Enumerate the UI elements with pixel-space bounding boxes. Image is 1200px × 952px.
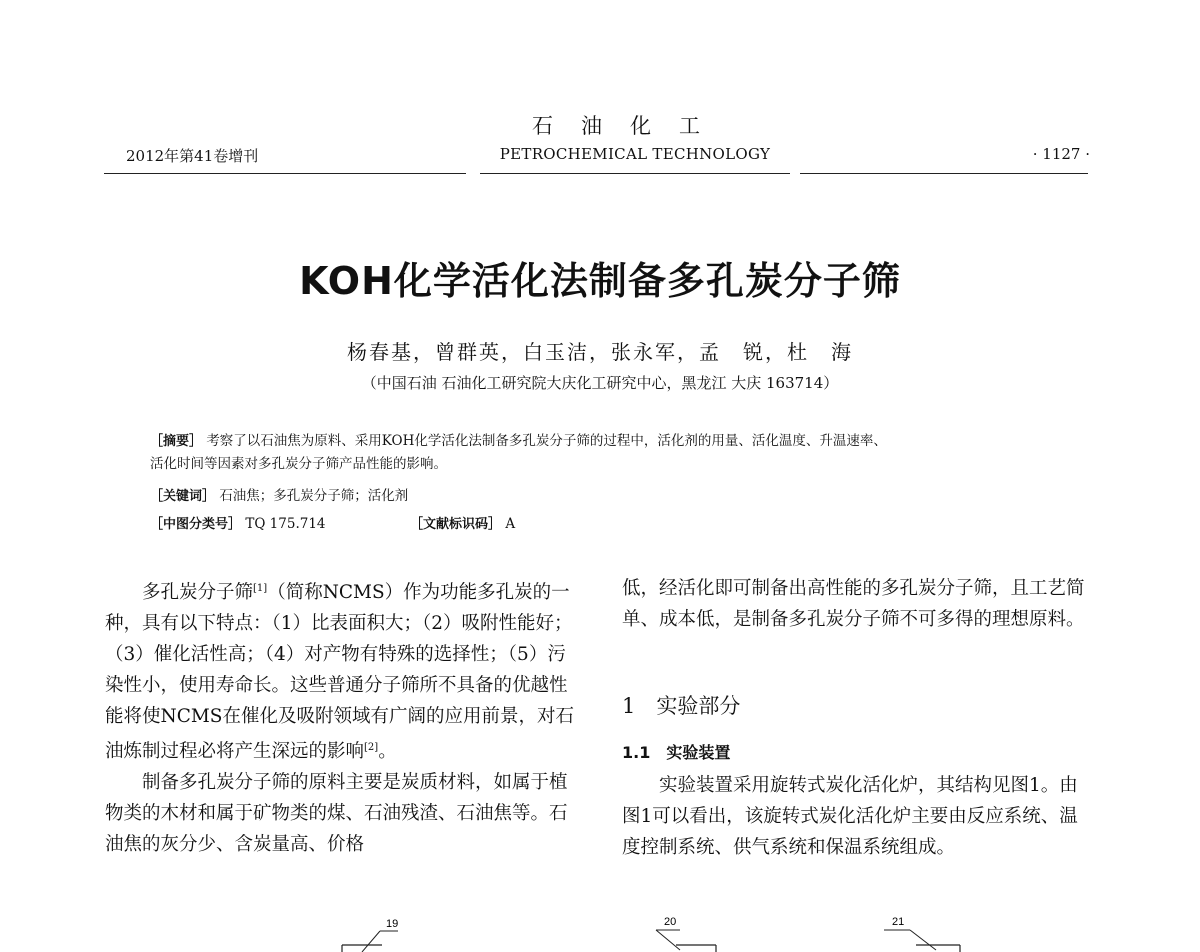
journal-name-cn: 石油化工: [532, 114, 728, 138]
classification-value: TQ 175.714: [245, 516, 326, 532]
affiliation: （中国石油 石油化工研究院大庆化工研究中心，黑龙江 大庆 163714）: [361, 374, 839, 392]
para-text: 。: [378, 741, 397, 763]
section-heading-1: 1 实验部分: [622, 694, 741, 718]
para-text: （简称NCMS）作为功能多孔炭的一种，具有以下特点：（1）比表面积大；（2）吸附性能好；（3）催化活性高；（4）对产物有特殊的选择性；（5）污染性小，使用寿命长。这些普通分子筛所不具备的优越性能将使NCMS在催化及吸附领域有广阔的应用前景，对石油炼制过程必将产生深远的影响: [105, 582, 574, 763]
figure-label-21-text: 21: [892, 916, 905, 928]
document-code-value: A: [505, 516, 516, 532]
abstract-label: ［摘要］: [150, 434, 203, 449]
figure-label-21: [884, 916, 960, 952]
article-title: KOH化学活化法制备多孔炭分子筛: [299, 259, 901, 303]
paragraph-intro: [105, 573, 575, 767]
figure-label-19-text: 19: [386, 918, 399, 930]
paragraph-apparatus: 实验装置采用旋转式炭化活化炉，其结构见图1。由图1可以看出，该旋转式炭化活化炉主要由反应系统、温度控制系统、供气系统和保温系统组成。: [622, 775, 1078, 858]
reference-1: [1]: [253, 583, 268, 594]
journal-name-en: PETROCHEMICAL TECHNOLOGY: [499, 145, 771, 163]
page-number: · 1127 ·: [1032, 145, 1090, 163]
reference-2: [2]: [364, 742, 379, 754]
classification-label: ［中图分类号］: [150, 517, 242, 532]
classification: [150, 513, 326, 536]
section-heading-1-1: 1.1 实验装置: [622, 743, 731, 762]
figure-label-20: [656, 916, 716, 952]
keywords-text: 石油焦；多孔炭分子筛；活化剂: [219, 488, 409, 504]
paragraph-materials: 制备多孔炭分子筛的原料主要是炭质材料，如属于植物类的木材和属于矿物类的煤、石油残渣、石油焦等。石油焦的灰分少、含炭量高、价格: [105, 772, 568, 856]
author-list: 杨春基，曾群英，白玉洁，张永军，孟 锐，杜 海: [347, 340, 853, 364]
right-column-top: [622, 573, 1092, 635]
abstract-text-line1: 考察了以石油焦为原料、采用KOH化学活化法制备多孔炭分子筛的过程中，活化剂的用量、活化温度、升温速率、: [206, 433, 887, 449]
paragraph-continuation: 低，经活化即可制备出高性能的多孔炭分子筛，且工艺简单、成本低，是制备多孔炭分子筛不可多得的理想原料。: [622, 578, 1085, 630]
header-rule-right: [800, 173, 1088, 174]
left-column: [105, 573, 575, 860]
figure-label-20-text: 20: [664, 916, 677, 928]
issue-info: 2012年第41卷增刊: [126, 147, 259, 165]
figure-label-19: [342, 918, 398, 952]
keywords-label: ［关键词］: [150, 489, 216, 504]
keywords: [150, 485, 408, 508]
figure-1-fragment: [0, 905, 1200, 952]
abstract-text-line2: 活化时间等因素对多孔炭分子筛产品性能的影响。: [150, 456, 447, 472]
abstract: [150, 430, 887, 475]
para-text: 多孔炭分子筛: [142, 582, 254, 604]
right-column-bottom: [622, 770, 1092, 863]
document-code: [410, 513, 515, 536]
header-rule-left: [104, 173, 466, 174]
header-rule-center: [480, 173, 790, 174]
document-code-label: ［文献标识码］: [410, 517, 502, 532]
